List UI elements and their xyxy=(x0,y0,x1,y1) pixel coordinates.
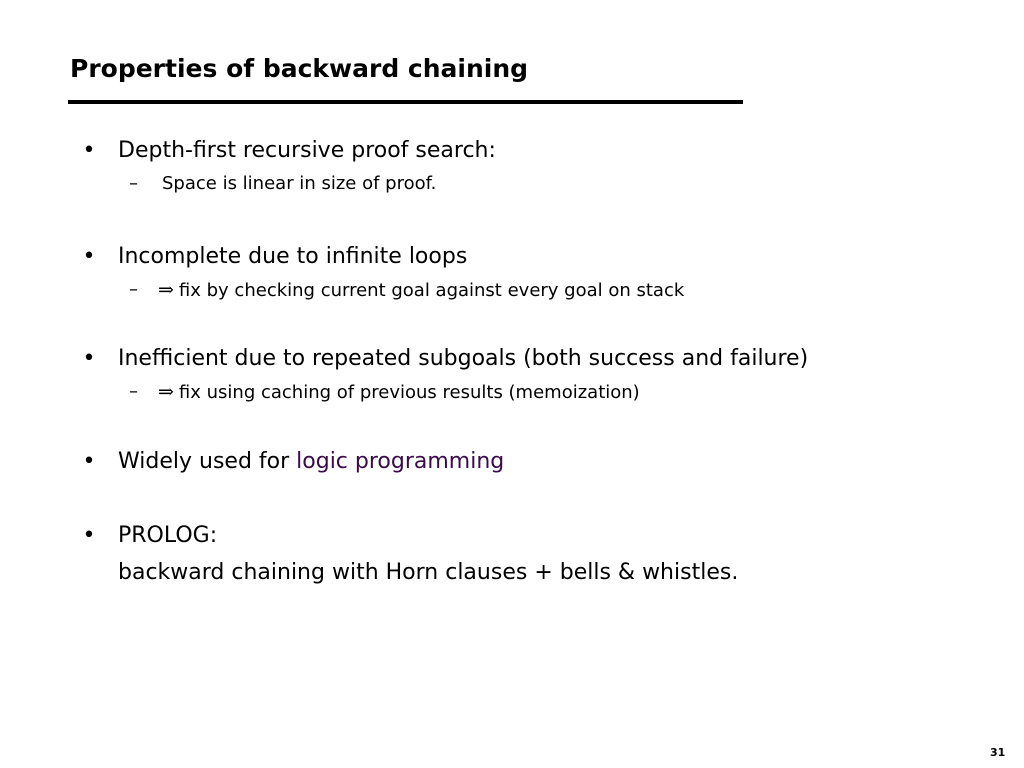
highlighted-term: logic programming xyxy=(296,449,505,474)
implies-arrow-icon: ⇒ xyxy=(158,381,174,403)
sub-bullet-text: fix using caching of previous results (memoization) xyxy=(178,382,640,403)
sub-bullet-content xyxy=(158,380,640,405)
implies-arrow-icon: ⇒ xyxy=(158,279,174,301)
page-number: 31 xyxy=(990,746,1006,759)
slide-title: Properties of backward chaining xyxy=(70,54,529,83)
bullet-dot: • xyxy=(82,138,96,163)
bullet-text: Incomplete due to infinite loops xyxy=(118,244,468,269)
sub-bullet-dash: – xyxy=(129,381,138,402)
bullet-text: Inefficient due to repeated subgoals (both success and failure) xyxy=(118,346,809,371)
bullet-continuation-text: backward chaining with Horn clauses + bells & whistles. xyxy=(118,560,739,585)
bullet-dot: • xyxy=(82,244,96,269)
bullet-text: PROLOG: xyxy=(118,523,218,548)
sub-bullet-dash: – xyxy=(129,173,138,194)
bullet-text xyxy=(118,448,504,476)
sub-bullet-text: fix by checking current goal against every goal on stack xyxy=(178,280,685,301)
title-underline xyxy=(68,100,743,104)
bullet-text: Depth-first recursive proof search: xyxy=(118,138,496,163)
sub-bullet-text: Space is linear in size of proof. xyxy=(162,173,437,194)
bullet-dot: • xyxy=(82,346,96,371)
bullet-dot: • xyxy=(82,523,96,548)
sub-bullet-content xyxy=(158,278,685,303)
bullet-dot: • xyxy=(82,449,96,474)
bullet-text-prefix: Widely used for xyxy=(118,449,297,474)
sub-bullet-dash: – xyxy=(129,279,138,300)
